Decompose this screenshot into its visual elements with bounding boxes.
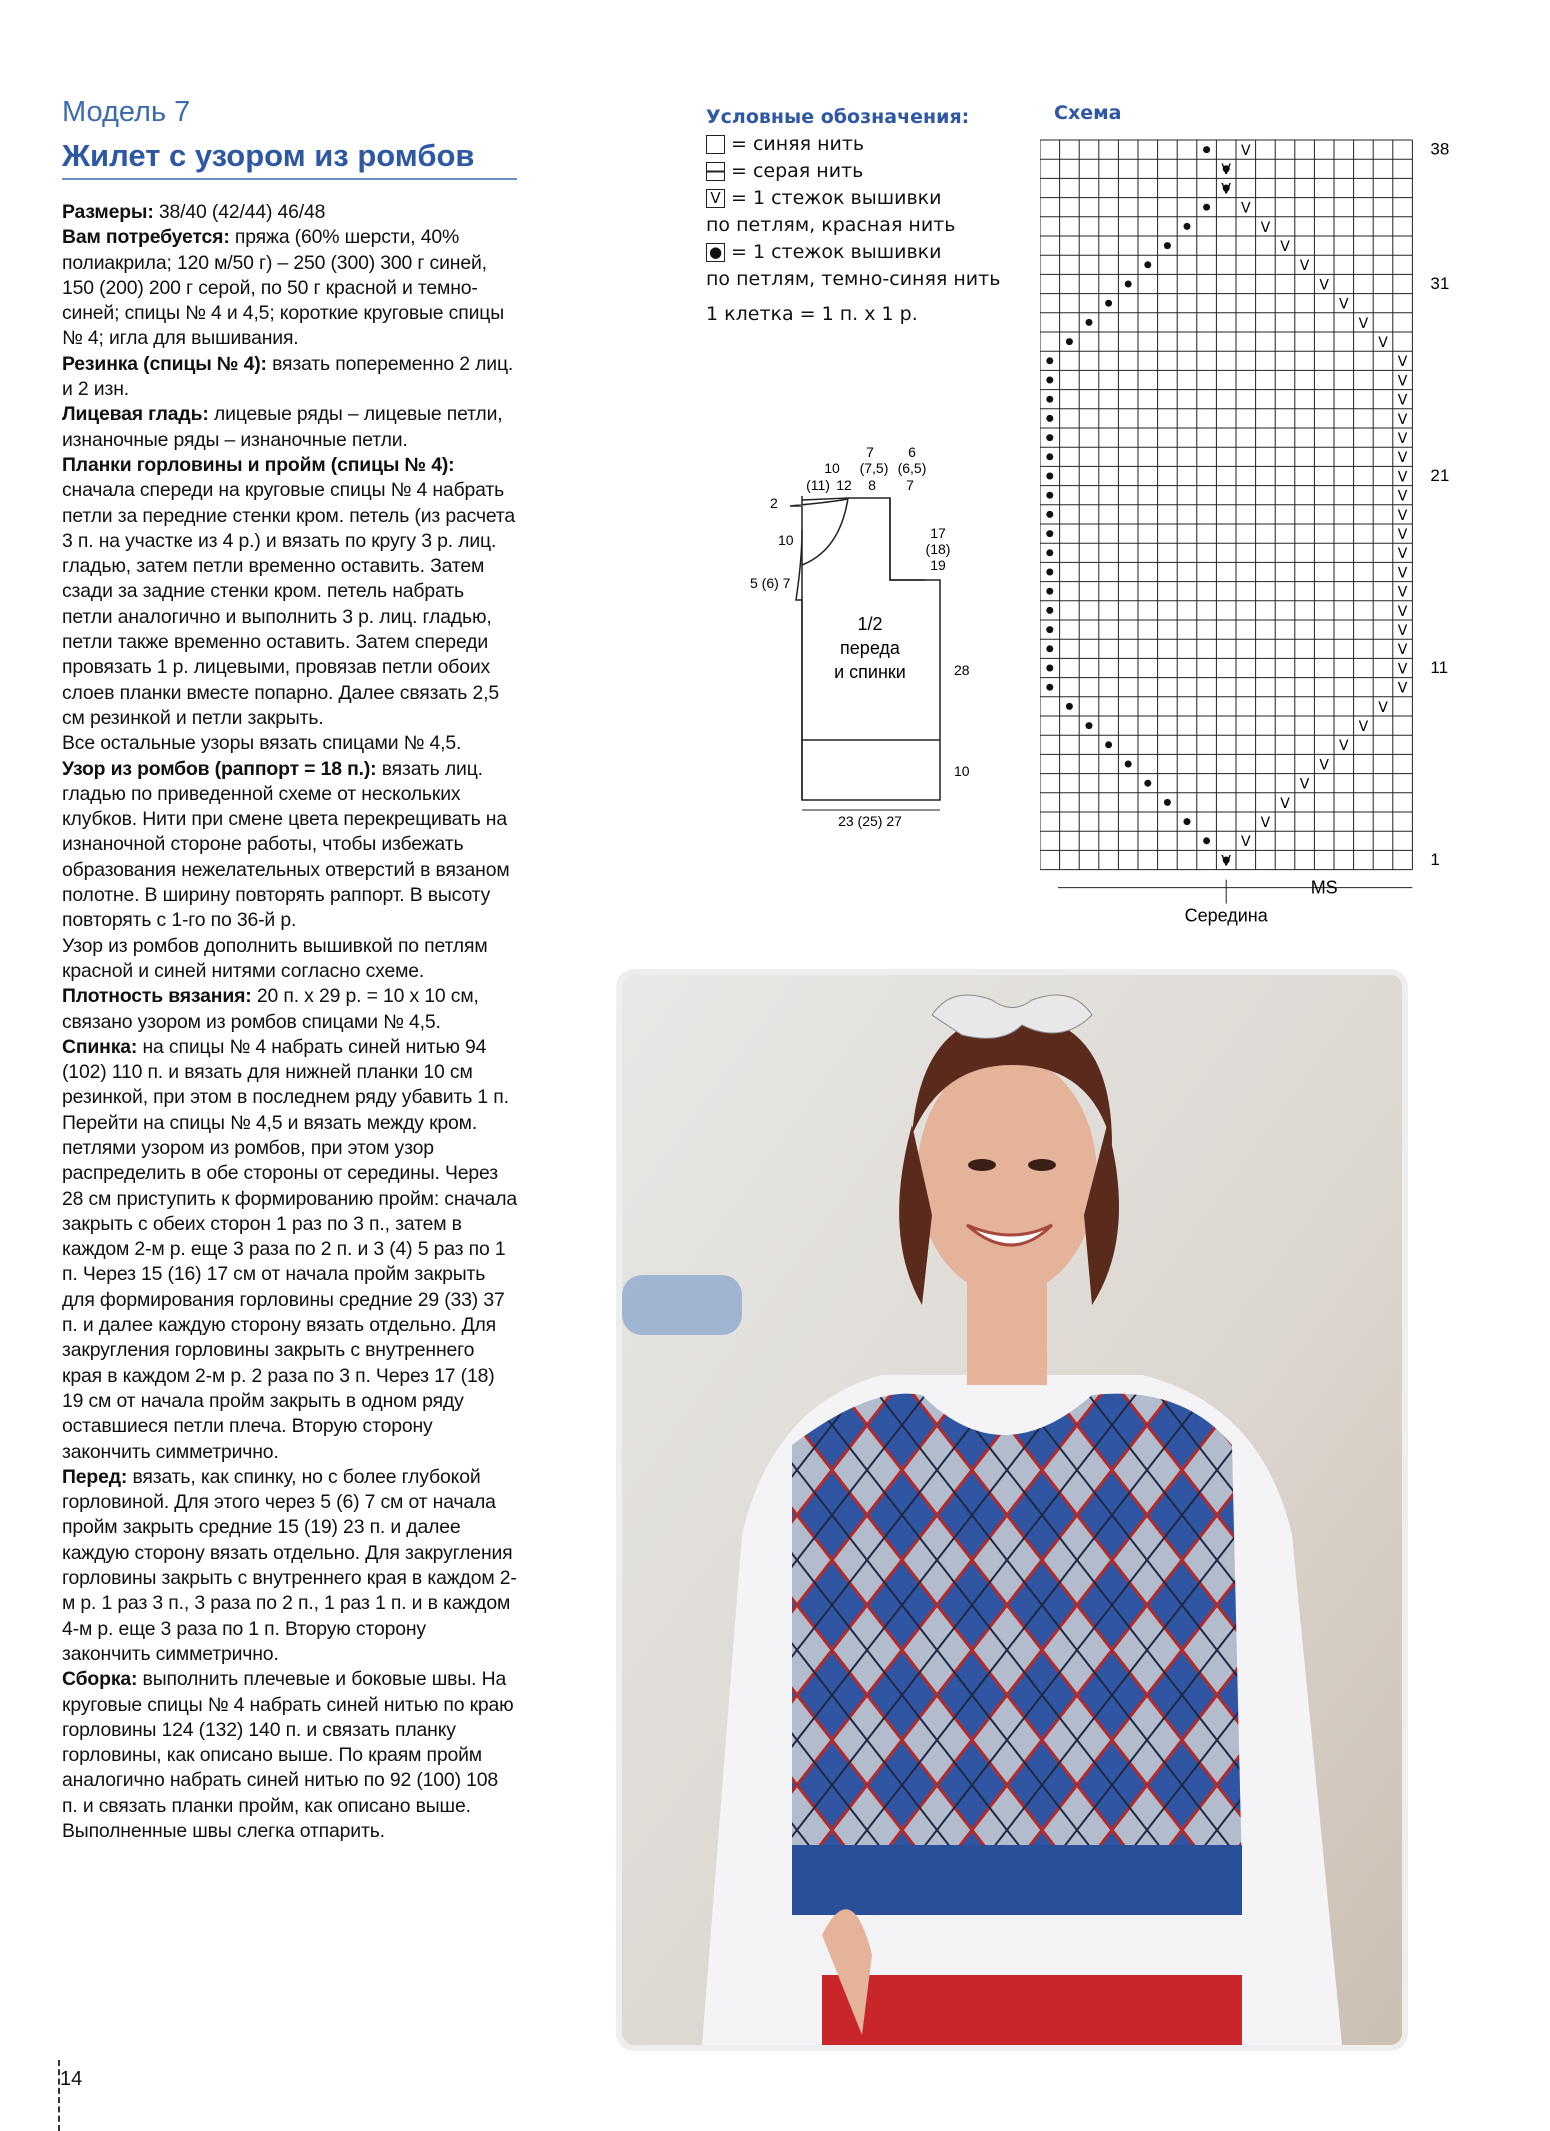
- article-title: Жилет с узором из ромбов: [62, 138, 475, 173]
- diag-top-7b: 7: [906, 477, 914, 493]
- chart-center-label: Середина: [1184, 905, 1268, 926]
- legend-blue: [706, 131, 1026, 158]
- instruction-text: пряжа (60% шерсти, 40% полиакрила; 120 м/50 г) – 250 (300) 300 г синей, 150 (200) 200 г серой, по 50 г красной и темно-синей; спицы № 4 и 4,5; короткие круговые спицы № 4; игла для вышивания.: [62, 226, 504, 350]
- instruction-text: 20 п. х 29 р. = 10 х 10 см, связано узором из ромбов спицами № 4,5.: [62, 985, 479, 1033]
- chart-v-mark: V: [1299, 776, 1310, 793]
- instruction-paragraph: [62, 984, 517, 1035]
- diag-right-28: 28: [954, 662, 970, 678]
- instruction-paragraph: [62, 731, 517, 756]
- chart-dot-mark: [1046, 665, 1053, 672]
- title-underline: [62, 178, 517, 180]
- diag-right-19: 19: [930, 557, 946, 573]
- chart-dot-mark: [1184, 818, 1191, 825]
- chart-v-mark: V: [1299, 258, 1310, 275]
- chart-v-mark: V: [1319, 757, 1329, 774]
- instruction-text: на спицы № 4 набрать синей нитью 94 (102) 110 п. и вязать для нижней планки 10 см резинкой, при этом в последнем ряду убавить 1 п. Перейти на спицы № 4,5 и вязать между кром. петлями узором из ромбов, при этом узор распределить в обе стороны от середины. Через 28 см приступить к формированию пройм: сначала закрыть с обеих сторон 1 раз по 3 п., затем в каждом 2-м р. еще 3 раза по 2 п. и 3 (4) 5 раз по 1 п. Через 15 (16) 17 см от начала пройм закрыть для формирования горловины средние 29 (33) 37 п. и далее каждую сторону вязать отдельно. Для закругления горловины закрыть с внутреннего края в каждом 2-м р. 2 раза по 3 п. Через 17 (18) 19 см от начала пройм закрыть в одном ряду оставшиеся петли плеча. Вторую сторону закончить симметрично.: [62, 1035, 517, 1463]
- model-photo: [622, 975, 1402, 2045]
- instruction-paragraph: [62, 200, 517, 225]
- chart-dot-mark: [1164, 242, 1171, 249]
- chart-dot-mark: [1046, 415, 1053, 422]
- instruction-text: лицевые ряды – лицевые петли, изнаночные ряды – изнаночные петли.: [62, 403, 503, 451]
- instruction-label: Узор из ромбов (раппорт = 18 п.):: [62, 757, 377, 780]
- legend-gray: [706, 158, 1026, 185]
- chart-dot-mark: [1125, 761, 1132, 768]
- chart-v-mark: V: [1397, 603, 1408, 620]
- instruction-text: вязать попеременно 2 лиц. и 2 изн.: [62, 352, 514, 401]
- chart-dot-mark: [1144, 261, 1151, 268]
- diag-top-12: 12: [836, 477, 852, 493]
- diag-label-3: и спинки: [834, 662, 906, 682]
- chart-v-mark: V: [1358, 718, 1369, 735]
- photo-illustration: [622, 975, 1402, 2045]
- legend-dot-label: = 1 стежок вышивки: [731, 241, 942, 263]
- chart-dot-mark: [1105, 741, 1112, 748]
- instruction-label: Планки горловины и пройм (спицы № 4):: [62, 453, 455, 476]
- instruction-paragraph: [62, 757, 517, 934]
- chart-dot-mark: [1046, 396, 1053, 403]
- diag-label-1: 1/2: [857, 614, 883, 634]
- chart-dot-mark: [1046, 357, 1053, 364]
- chart-dot-mark: [1046, 473, 1053, 480]
- gray-swatch-icon: [706, 162, 725, 181]
- schema-title: Схема: [1054, 102, 1122, 124]
- chart-v-mark: V: [1397, 680, 1408, 697]
- chart-v-mark: V: [1378, 334, 1388, 351]
- chart-dot-mark: [1125, 281, 1132, 288]
- legend-dot-label2: по петлям, темно-синяя нить: [706, 268, 1001, 290]
- chart-v-mark: V: [1378, 699, 1388, 716]
- chart-dot-mark: [1046, 453, 1053, 460]
- legend-v: [706, 185, 1026, 212]
- instruction-text: вязать лиц. гладью по приведенной схеме от нескольких клубков. Нити при смене цвета перекрещивать на изнаночной стороне работы, чтобы избежать образования нежелательных отверстий в вязаном полотне. В ширину повторять раппорт. В высоту повторять с 1-го по 36-й р.: [62, 757, 510, 932]
- chart-v-mark: V: [1339, 296, 1349, 313]
- chart-dot-mark: [1203, 146, 1210, 153]
- diag-right-10: 10: [954, 763, 970, 779]
- chart-dot-mark: [1086, 722, 1093, 729]
- chart-row-label: 38: [1430, 139, 1450, 159]
- legend-heading: Условные обозначения:: [706, 106, 970, 128]
- chart-dot-mark: [1203, 837, 1210, 844]
- chart-dot-mark: [1046, 569, 1053, 576]
- chart-v-mark: V: [1397, 526, 1408, 543]
- diag-left-10: 10: [778, 532, 794, 548]
- chart-dot-mark: [1144, 780, 1151, 787]
- chart-row-label: 11: [1430, 657, 1449, 677]
- diag-top-65: (6,5): [897, 460, 927, 476]
- chart-dot-mark: [1046, 377, 1053, 384]
- chart-v-mark: V: [1241, 200, 1251, 217]
- chart-v-mark: V: [1358, 315, 1369, 332]
- chart-row-label: 1: [1430, 849, 1440, 869]
- instruction-text: Все остальные узоры вязать спицами № 4,5.: [62, 732, 462, 755]
- instruction-paragraph: [62, 352, 517, 403]
- instruction-paragraph: [62, 1465, 517, 1667]
- instruction-text: 38/40 (42/44) 46/48: [153, 201, 326, 223]
- chart-v-mark: V: [1280, 238, 1290, 255]
- chart-v-mark: V: [1221, 162, 1231, 179]
- chart-row-label: 21: [1430, 465, 1450, 485]
- instruction-label: Вам потребуется:: [62, 226, 230, 249]
- diag-top-75: (7,5): [859, 460, 889, 476]
- diag-left-2: 2: [770, 495, 778, 511]
- diag-top-8: 8: [868, 477, 876, 493]
- diag-top-10: 10: [824, 460, 840, 476]
- diag-left-567: 5 (6) 7: [750, 575, 791, 591]
- instruction-label: Резинка (спицы № 4):: [62, 352, 267, 375]
- legend-v-label: = 1 стежок вышивки: [731, 187, 942, 209]
- chart-v-mark: V: [1221, 853, 1231, 870]
- instruction-paragraph: [62, 225, 517, 351]
- chart-v-mark: V: [1397, 430, 1408, 447]
- legend: [706, 104, 1026, 328]
- chart-v-mark: V: [1397, 488, 1408, 505]
- chart-dot-mark: [1046, 511, 1053, 518]
- chart-dot-mark: [1046, 607, 1053, 614]
- chart-v-mark: V: [1397, 661, 1408, 678]
- chart-dot-mark: [1046, 626, 1053, 633]
- chart-v-mark: V: [1397, 392, 1408, 409]
- chart-v-mark: V: [1221, 181, 1231, 198]
- instruction-paragraph: [62, 402, 517, 453]
- chart-dot-mark: [1046, 645, 1053, 652]
- chart-v-mark: V: [1397, 565, 1408, 582]
- chart-v-mark: V: [1260, 219, 1271, 236]
- chart-v-mark: V: [1260, 814, 1271, 831]
- chart-v-mark: V: [1339, 738, 1349, 755]
- dot-stitch-icon: ●: [706, 243, 725, 262]
- chart-dot-mark: [1046, 588, 1053, 595]
- chart-dot-mark: [1184, 223, 1191, 230]
- chart-dot-mark: [1086, 319, 1093, 326]
- legend-gray-label: = серая нить: [731, 160, 864, 182]
- legend-v-label2: по петлям, красная нить: [706, 214, 956, 236]
- chart-dot-mark: [1046, 684, 1053, 691]
- instruction-label: Перед:: [62, 1465, 128, 1488]
- chart-v-mark: V: [1241, 834, 1251, 851]
- diag-label-2: переда: [840, 638, 900, 658]
- chart-v-mark: V: [1319, 277, 1329, 294]
- chart-dot-mark: [1046, 549, 1053, 556]
- instruction-text: Узор из ромбов дополнить вышивкой по петлям красной и синей нитями согласно схеме.: [62, 934, 488, 982]
- legend-dot: [706, 239, 1026, 266]
- instruction-text: сначала спереди на круговые спицы № 4 набрать петли за передние стенки кром. петель (из расчета 3 п. на участке из 4 р.) и вязать по кругу 3 р. лиц. гладью, затем петли временно оставить. Затем сзади за задние стенки кром. петель набрать петли аналогично и выполнить 3 р. лиц. гладью, петли также временно оставить. Затем спереди провязать 1 р. лицевыми, провязав петли обоих слоев планки вместе попарно. Далее связать 2,5 см резинкой и петли закрыть.: [62, 479, 516, 729]
- chart-v-mark: V: [1397, 642, 1408, 659]
- diag-bottom: 23 (25) 27: [838, 813, 902, 829]
- legend-blue-label: = синяя нить: [731, 133, 865, 155]
- chart-v-mark: V: [1397, 411, 1408, 428]
- chart-dot-mark: [1066, 703, 1073, 710]
- knitting-chart: [1040, 130, 1480, 930]
- page-number: 14: [60, 2068, 83, 2090]
- diag-top-6: 6: [908, 444, 916, 460]
- diag-top-11: (11): [806, 477, 830, 493]
- chart-v-mark: V: [1397, 622, 1408, 639]
- chart-v-mark: V: [1397, 507, 1408, 524]
- instruction-label: Сборка:: [62, 1668, 138, 1691]
- instruction-paragraph: [62, 934, 517, 985]
- chart-v-mark: V: [1397, 546, 1408, 563]
- v-stitch-icon: V: [706, 189, 725, 208]
- instruction-paragraph: [62, 453, 517, 731]
- chart-v-mark: V: [1241, 142, 1251, 159]
- chart-v-mark: V: [1397, 584, 1408, 601]
- chart-v-mark: V: [1397, 469, 1408, 486]
- instruction-label: Размеры:: [62, 201, 154, 223]
- instruction-text: выполнить плечевые и боковые швы. На круговые спицы № 4 набрать синей нитью по краю горловины 124 (132) 140 п. и связать планку горловины, как описано выше. По краям пройм аналогично набрать синей нитью по 92 (100) 108 п. и связать планки пройм, как описано выше. Выполненные швы слегка отпарить.: [62, 1668, 514, 1842]
- chart-v-mark: V: [1280, 795, 1290, 812]
- instruction-label: Спинка:: [62, 1035, 138, 1058]
- pattern-diagram: [740, 440, 970, 840]
- instruction-text: вязать, как спинку, но с более глубокой горловиной. Для этого через 5 (6) 7 см от начала пройм закрыть средние 15 (19) 23 п. и далее каждую сторону вязать отдельно. Для закругления горловины закрыть с внутреннего края в каждом 2-м р. 1 раз 3 п., 3 раза по 2 п., 1 раз 1 п. и в каждом 4-м р. еще 3 раза по 1 п. Вторую сторону закончить симметрично.: [62, 1465, 517, 1665]
- chart-dot-mark: [1066, 338, 1073, 345]
- instruction-paragraph: [62, 1035, 517, 1465]
- chart-row-label: 31: [1430, 273, 1450, 293]
- chart-dot-mark: [1164, 799, 1171, 806]
- instructions-column: [62, 200, 517, 1844]
- chart-dot-mark: [1203, 204, 1210, 211]
- diag-top-7: 7: [866, 444, 874, 460]
- chart-dot-mark: [1046, 434, 1053, 441]
- chart-dot-mark: [1105, 300, 1112, 307]
- legend-gauge: 1 клетка = 1 п. х 1 р.: [706, 303, 918, 325]
- instruction-label: Плотность вязания:: [62, 985, 252, 1008]
- chart-v-mark: V: [1397, 450, 1408, 467]
- instruction-paragraph: [62, 1667, 517, 1844]
- chart-dot-mark: [1046, 530, 1053, 537]
- chart-dot-mark: [1046, 492, 1053, 499]
- diag-right-18: (18): [925, 541, 951, 557]
- blue-swatch-icon: [706, 135, 725, 154]
- instruction-label: Лицевая гладь:: [62, 403, 209, 426]
- chart-ms-label: MS: [1310, 877, 1338, 898]
- chart-v-mark: V: [1397, 354, 1408, 371]
- model-number: Модель 7: [62, 96, 191, 128]
- chart-v-mark: V: [1397, 373, 1408, 390]
- diag-right-17: 17: [930, 525, 946, 541]
